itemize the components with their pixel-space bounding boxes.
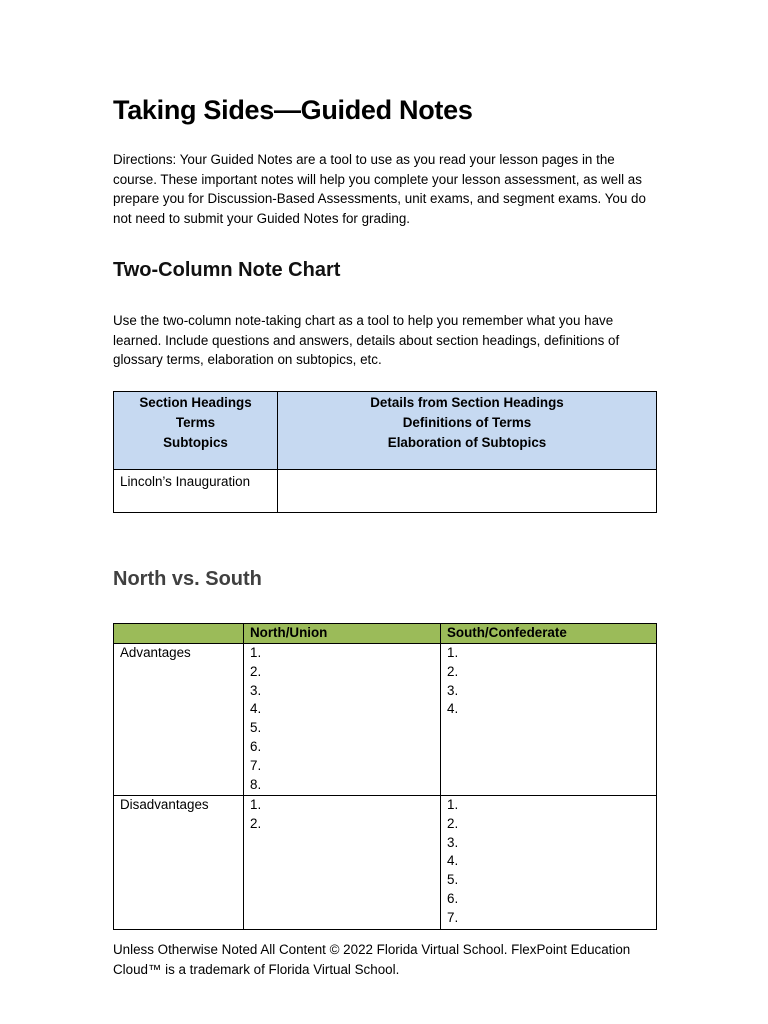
section-heading-cell: Lincoln’s Inauguration bbox=[114, 470, 278, 513]
south-advantages-cell[interactable] bbox=[441, 644, 657, 796]
north-south-table bbox=[113, 623, 657, 930]
list-item: 7. bbox=[250, 757, 262, 773]
note-chart-header-row bbox=[114, 392, 657, 470]
north-south-heading: North vs. South bbox=[113, 568, 262, 590]
list-item: 3. bbox=[447, 834, 459, 850]
list-item: 8. bbox=[250, 776, 262, 792]
list-item: 1. bbox=[447, 645, 459, 660]
blank-header-cell bbox=[114, 624, 244, 644]
list-item: 3. bbox=[250, 682, 262, 698]
list-item: 6. bbox=[250, 738, 262, 754]
header-line: Subtopics bbox=[163, 435, 228, 450]
list-item: 6. bbox=[447, 890, 459, 906]
list-item: 4. bbox=[250, 701, 262, 717]
header-line: Definitions of Terms bbox=[402, 415, 532, 430]
list-item: 2. bbox=[250, 815, 262, 831]
numbered-list bbox=[447, 796, 650, 928]
details-header bbox=[278, 392, 657, 470]
list-item: 1. bbox=[447, 797, 459, 812]
copyright-footer: Unless Otherwise Noted All Content © 2022 Florida Virtual School. FlexPoint Education Cloud™ is a trademark of Florida Virtual School. bbox=[113, 942, 631, 977]
header-line: Terms bbox=[175, 415, 216, 430]
south-disadvantages-cell[interactable] bbox=[441, 796, 657, 930]
two-column-heading: Two-Column Note Chart bbox=[113, 259, 341, 281]
list-item: 4. bbox=[447, 853, 459, 869]
list-item: 7. bbox=[447, 909, 459, 925]
header-line: Section Headings bbox=[139, 395, 252, 410]
numbered-list bbox=[250, 796, 434, 834]
north-disadvantages-cell[interactable] bbox=[244, 796, 441, 930]
two-column-note-chart bbox=[113, 391, 657, 513]
row-label: Disadvantages bbox=[114, 796, 244, 930]
south-confederate-header: South/Confederate bbox=[441, 624, 657, 644]
details-cell[interactable] bbox=[278, 470, 657, 513]
numbered-list bbox=[250, 644, 434, 794]
list-item: 1. bbox=[250, 797, 262, 812]
numbered-list bbox=[447, 644, 650, 719]
directions-text: Directions: Your Guided Notes are a tool to use as you read your lesson pages in the course. These important notes will help you complete your lesson assessment, as well as prepare you for Discussion-Based Assessments, unit exams, and segment exams. You do not need to submit your Guided Notes for grading. bbox=[113, 152, 646, 226]
north-advantages-cell[interactable] bbox=[244, 644, 441, 796]
section-headings-header bbox=[114, 392, 278, 470]
list-item: 2. bbox=[447, 663, 459, 679]
header-line: Details from Section Headings bbox=[370, 395, 564, 410]
note-chart-row bbox=[114, 470, 657, 513]
list-item: 4. bbox=[447, 701, 459, 717]
north-union-header: North/Union bbox=[244, 624, 441, 644]
list-item: 5. bbox=[447, 872, 459, 888]
disadvantages-row bbox=[114, 796, 657, 930]
list-item: 5. bbox=[250, 720, 262, 736]
advantages-row bbox=[114, 644, 657, 796]
north-south-header-row bbox=[114, 624, 657, 644]
list-item: 1. bbox=[250, 645, 262, 660]
page-title: Taking Sides—Guided Notes bbox=[113, 95, 473, 125]
row-label: Advantages bbox=[114, 644, 244, 796]
list-item: 2. bbox=[250, 663, 262, 679]
list-item: 2. bbox=[447, 815, 459, 831]
list-item: 3. bbox=[447, 682, 459, 698]
header-line: Elaboration of Subtopics bbox=[387, 435, 547, 450]
two-column-intro: Use the two-column note-taking chart as a tool to help you remember what you have learned. Include questions and answers, details about section headings, definitions of glossary terms, elaboration on subtopics, etc. bbox=[113, 313, 620, 367]
